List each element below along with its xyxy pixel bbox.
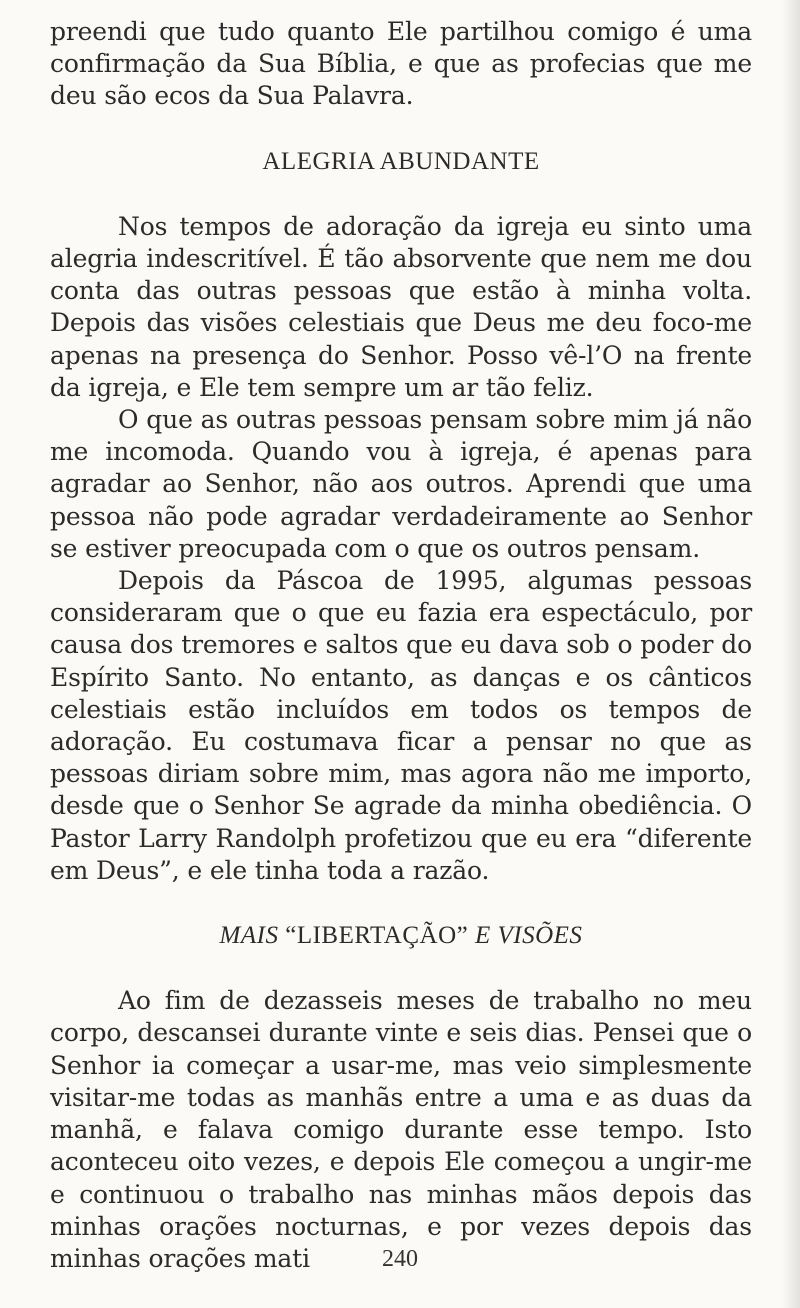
section-heading-alegria-abundante: ALEGRIA ABUNDANTE <box>262 147 540 175</box>
paragraph: Nos tempos de adoração da igreja eu sinto uma alegria indescritível. É tão absorvente que nem me dou conta das outras pessoas que estão à minha volta. Depois das visões celestiais que Deus me deu foco-me apenas na presença do Senhor. Posso vê-l’O na frente da igreja, e Ele tem sempre um ar tão feliz. <box>50 211 752 402</box>
paragraph: O que as outras pessoas pensam sobre mim já não me incomoda. Quando vou à igreja, é apenas para agradar ao Senhor, não aos outros. Aprendi que uma pessoa não pode agradar verdadeiramente ao Senhor se estiver preocupada com o que os outros pensam. <box>50 405 752 563</box>
paragraph: Ao fim de dezasseis meses de trabalho no meu corpo, descansei durante vinte e seis dias. Pensei que o Senhor ia começar a usar-me, mas veio simplesmente visitar-me todas as manhãs entre a uma e as duas da manhã, e falava comigo durante esse tempo. Isto aconteceu oito vezes, e depois Ele começou a ungir-me e continuou o trabalho nas minhas mãos depois das minhas orações nocturnas, e por vezes depois das minhas orações mati <box>50 986 752 1273</box>
heading-part-visoes: E VISÕES <box>474 922 583 950</box>
heading-part-libertacao: “LIBERTAÇÃO” <box>278 922 475 950</box>
paragraph: Depois da Páscoa de 1995, algumas pessoas consideraram que o que eu fazia era espectáculo, por causa dos tremores e saltos que eu dava sob o poder do Espírito Santo. No entanto, as danças e os cânticos celestiais estão incluídos em todos os tempos de adoração. Eu costumava ficar a pensar no que as pessoas diriam sobre mim, mas agora não me importo, desde que o Senhor Se agrade da minha obediência. O Pastor Larry Randolph profetizou que eu era “diferente em Deus”, e ele tinha toda a razão. <box>50 566 752 885</box>
section-heading-mais-libertacao <box>50 920 752 952</box>
paragraph-continuation: preendi que tudo quanto Ele partilhou comigo é uma confirmação da Sua Bíblia, e que as profecias que me deu são ecos da Sua Palavra. <box>50 17 752 111</box>
page-edge-shadow <box>782 0 800 1308</box>
heading-part-mais: MAIS <box>219 922 279 950</box>
page-number: 240 <box>382 1246 418 1272</box>
book-page <box>50 16 752 1275</box>
